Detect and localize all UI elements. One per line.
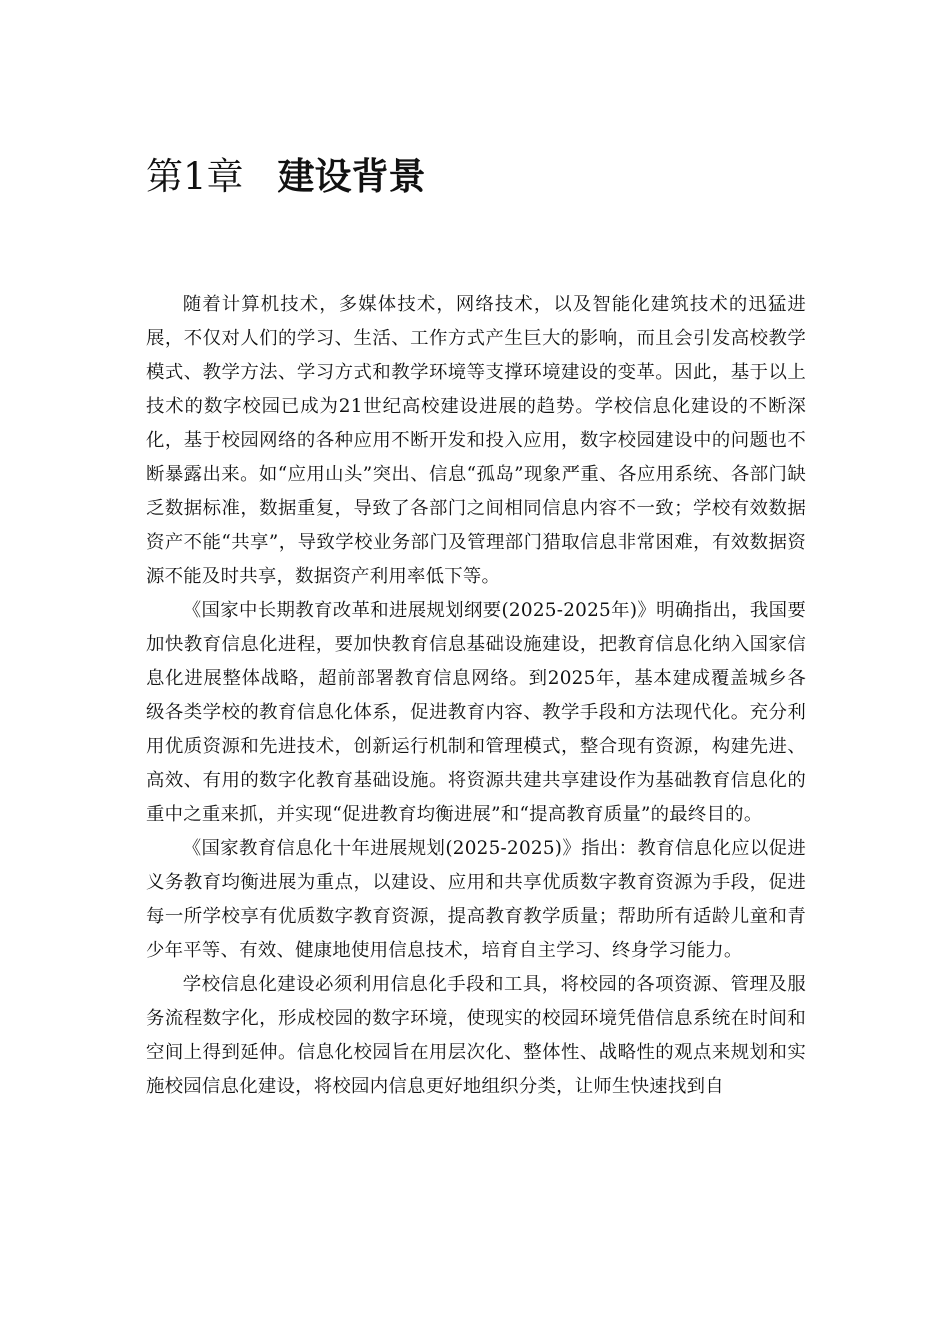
chapter-number: 第1章 <box>146 155 244 198</box>
paragraph: 随着计算机技术，多媒体技术，网络技术，以及智能化建筑技术的迅猛进展，不仅对人们的学习、生活、工作方式产生巨大的影响，而且会引发高校教学模式、教学方法、学习方式和教学环境等支撑环境建设的变革。因此，基于以上技术的数字校园已成为21世纪高校建设进展的趋势。学校信息化建设的不断深化，基于校园网络的各种应用不断开发和投入应用，数字校园建设中的问题也不断暴露出来。如“应用山头”突出、信息“孤岛”现象严重、各应用系统、各部门缺乏数据标准，数据重复，导致了各部门之间相同信息内容不一致；学校有效数据资产不能“共享”，导致学校业务部门及管理部门猎取信息非常困难，有效数据资源不能及时共享，数据资产利用率低下等。 <box>146 294 806 587</box>
chapter-heading <box>146 150 426 203</box>
body-text <box>146 288 806 1104</box>
chapter-title: 建设背景 <box>277 154 426 198</box>
paragraph: 学校信息化建设必须利用信息化手段和工具，将校园的各项资源、管理及服务流程数字化，形成校园的数字环境，使现实的校园环境凭借信息系统在时间和空间上得到延伸。信息化校园旨在用层次化、整体性、战略性的观点来规划和实施校园信息化建设，将校园内信息更好地组织分类，让师生快速找到自 <box>146 974 806 1097</box>
paragraph: 《国家中长期教育改革和进展规划纲要(2025-2025年)》明确指出，我国要加快教育信息化进程，要加快教育信息基础设施建设，把教育信息化纳入国家信息化进展整体战略，超前部署教育信息网络。到2025年，基本建成覆盖城乡各级各类学校的教育信息化体系，促进教育内容、教学手段和方法现代化。充分利用优质资源和先进技术，创新运行机制和管理模式，整合现有资源，构建先进、高效、有用的数字化教育基础设施。将资源共建共享建设作为基础教育信息化的重中之重来抓，并实现“促进教育均衡进展”和“提高教育质量”的最终目的。 <box>146 600 806 825</box>
paragraph: 《国家教育信息化十年进展规划(2025-2025)》指出：教育信息化应以促进义务教育均衡进展为重点，以建设、应用和共享优质数字教育资源为手段，促进每一所学校享有优质数字教育资源，提高教育教学质量；帮助所有适龄儿童和青少年平等、有效、健康地使用信息技术，培育自主学习、终身学习能力。 <box>146 838 806 961</box>
